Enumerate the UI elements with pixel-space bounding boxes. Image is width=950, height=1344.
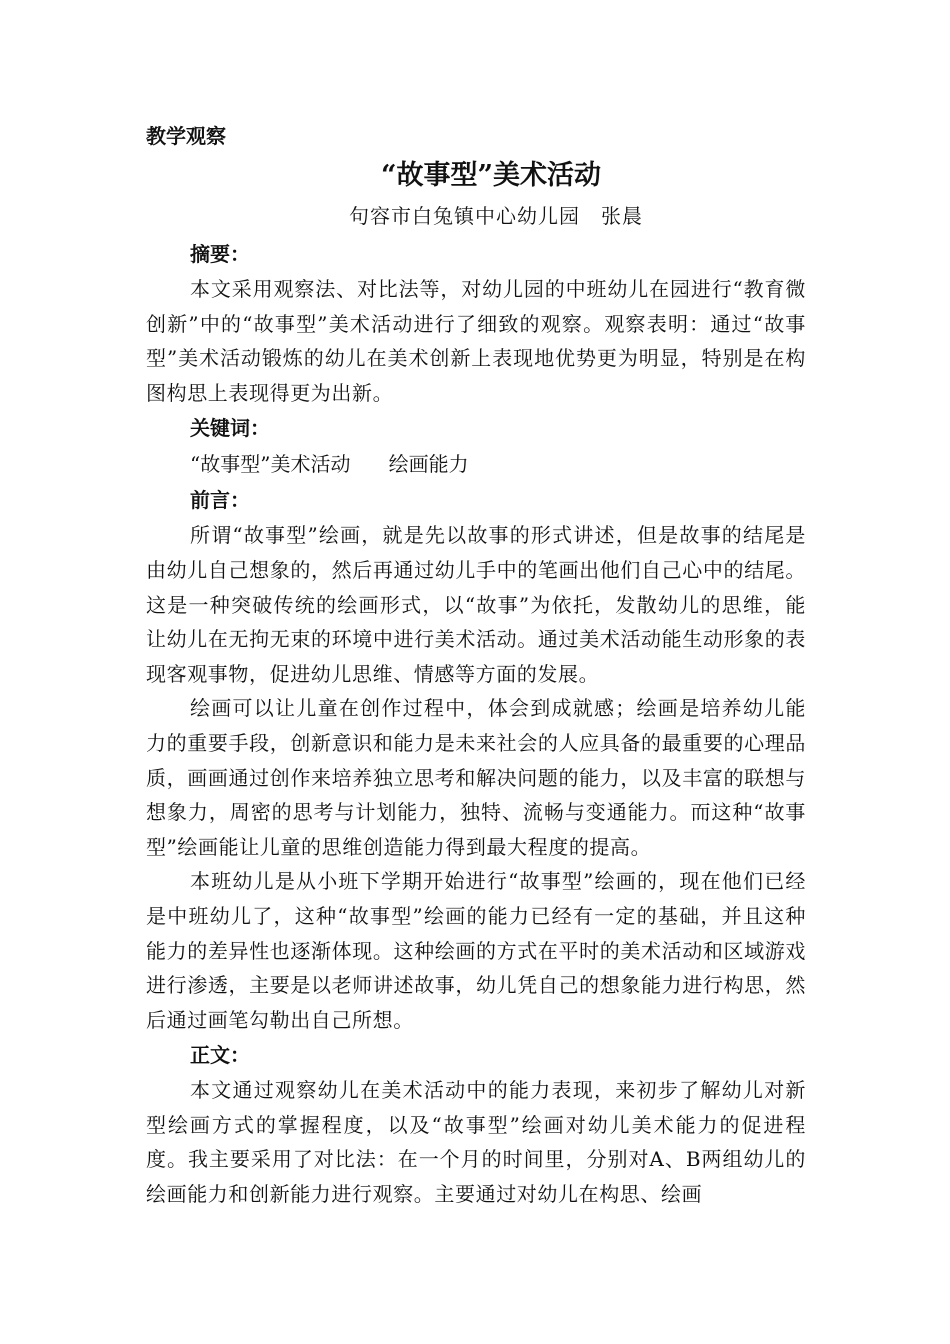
preface-paragraph: 绘画可以让儿童在创作过程中，体会到成就感；绘画是培养幼儿能力的重要手段，创新意识和能力是未来社会的人应具备的最重要的心理品质，画画通过创作来培养独立思考和解决问题的能力，以及丰富的联想与想象力，周密的思考与计划能力，独特、流畅与变通能力。而这种“故事型”绘画能让儿童的思维创造能力得到最大程度的提高。 <box>146 696 806 859</box>
body-heading: 正文： <box>190 1043 250 1068</box>
document-page <box>146 118 806 1212</box>
abstract-heading: 摘要： <box>190 242 250 266</box>
abstract-text: 本文采用观察法、对比法等，对幼儿园的中班幼儿在园进行“教育微创新”中的“故事型”美术活动进行了细致的观察。观察表明：通过“故事型”美术活动锻炼的幼儿在美术创新上表现地优势更为明显，特别是在构图构思上表现得更为出新。 <box>146 277 806 405</box>
preface-paragraph: 本班幼儿是从小班下学期开始进行“故事型”绘画的，现在他们已经是中班幼儿了，这种“故事型”绘画的能力已经有一定的基础，并且这种能力的差异性也逐渐体现。这种绘画的方式在平时的美术活动和区域游戏进行渗透，主要是以老师讲述故事，幼儿凭自己的想象能力进行构思，然后通过画笔勾勒出自己所想。 <box>146 869 806 1032</box>
body-paragraph: 本文通过观察幼儿在美术活动中的能力表现，来初步了解幼儿对新型绘画方式的掌握程度，以及“故事型”绘画对幼儿美术能力的促进程度。我主要采用了对比法：在一个月的时间里，分别对A、B两组幼儿的绘画能力和创新能力进行观察。主要通过对幼儿在构思、绘画 <box>146 1078 806 1207</box>
section-tag: 教学观察 <box>146 124 226 148</box>
author-line: 句容市白兔镇中心幼儿园 张晨 <box>349 204 643 228</box>
keywords-text: “故事型”美术活动 绘画能力 <box>190 452 469 477</box>
preface-paragraph: 所谓“故事型”绘画，就是先以故事的形式讲述，但是故事的结尾是由幼儿自己想象的，然后再通过幼儿手中的笔画出他们自己心中的结尾。这是一种突破传统的绘画形式，以“故事”为依托，发散幼儿的思维，能让幼儿在无拘无束的环境中进行美术活动。通过美术活动能生动形象的表现客观事物，促进幼儿思维、情感等方面的发展。 <box>146 523 806 686</box>
preface-heading: 前言： <box>190 488 250 513</box>
article-title: “故事型”美术活动 <box>380 160 602 191</box>
keywords-heading: 关键词： <box>190 416 270 441</box>
